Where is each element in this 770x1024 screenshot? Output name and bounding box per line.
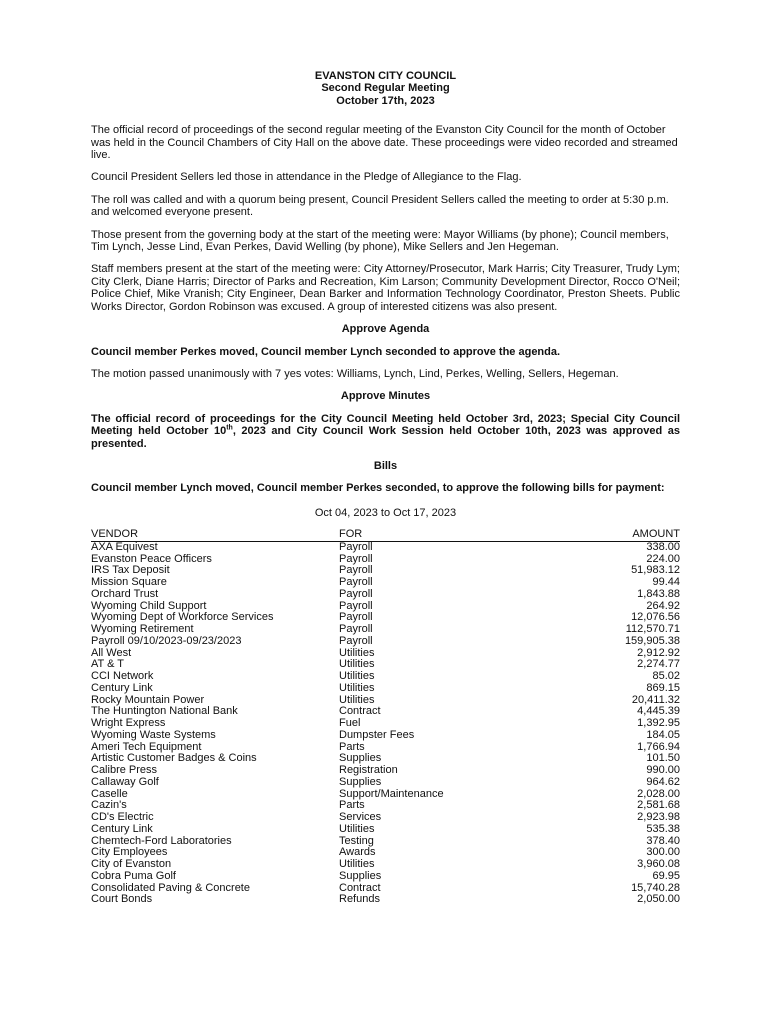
for-cell: Utilities (339, 681, 375, 694)
table-row (91, 577, 680, 589)
table-row (91, 871, 680, 883)
vendor-cell: Wyoming Waste Systems (91, 728, 216, 741)
for-cell: Parts (339, 740, 365, 753)
for-cell: Payroll (339, 552, 373, 565)
for-cell: Utilities (339, 858, 375, 871)
table-row (91, 565, 680, 577)
intro-paragraph: The official record of proceedings of the second regular meeting of the Evanston City Council for the month of October was held in the Council Chambers of City Hall on the above date. These proceedings were video recorded and streamed live. (91, 124, 678, 162)
amount-cell: 4,445.39 (637, 705, 680, 718)
vendor-cell: Century Link (91, 681, 153, 694)
for-cell: Registration (339, 764, 398, 777)
amount-cell: 112,570.71 (625, 623, 680, 636)
council-title: EVANSTON CITY COUNCIL (314, 70, 457, 82)
vendor-cell: Cobra Puma Golf (91, 869, 176, 882)
for-cell: Contract (339, 881, 381, 894)
table-row (91, 800, 680, 812)
for-cell: Payroll (339, 599, 373, 612)
amount-cell: 69.95 (652, 869, 680, 882)
agenda-motion: Council member Perkes moved, Council member Lynch seconded to approve the agenda. (91, 345, 561, 358)
table-row (91, 777, 680, 789)
document-page (91, 70, 680, 906)
for-cell: Payroll (339, 611, 373, 624)
table-row (91, 847, 680, 859)
for-cell: Payroll (339, 576, 373, 589)
bills-table (91, 529, 680, 906)
amount-cell: 224.00 (646, 552, 680, 565)
vendor-column-header: VENDOR (91, 529, 339, 541)
for-cell: Services (339, 811, 382, 824)
vendor-cell: Chemtech-Ford Laboratories (91, 834, 232, 847)
vendor-cell: Artistic Customer Badges & Coins (91, 752, 257, 765)
amount-cell: 2,050.00 (637, 893, 680, 906)
ordinal-suffix: th (226, 424, 233, 432)
table-row (91, 706, 680, 718)
minutes-text-part-2: , 2023 and City Council Work Session held October 10th, 2023 was approved as presented. (91, 425, 680, 450)
for-cell: Utilities (339, 822, 375, 835)
vendor-cell: Caselle (91, 787, 128, 800)
minutes-text-part-1: The official record of proceedings for the City Council Meeting held October 3rd, 2023; Special City Council Meeting held October 10 (91, 412, 680, 438)
amount-cell: 1,766.94 (637, 740, 680, 753)
vendor-cell: Century Link (91, 822, 153, 835)
amount-cell: 101.50 (646, 752, 680, 765)
staff-paragraph: Staff members present at the start of the meeting were: City Attorney/Prosecutor, Mark Harris; City Treasurer, Trudy Lym; City Clerk, Diane Harris; Director of Parks and Recreation, Kim Larson; Community Development Director, Rocco O'Neil; Police Chief, Mike Vranish; City Engineer, Dean Barker and Information Technology Coordinator, Preston Sheets. Public Works Director, Gordon Robinson was excused. A group of interested citizens was also present. (91, 263, 680, 313)
amount-cell: 1,392.95 (637, 717, 680, 730)
amount-cell: 15,740.28 (631, 881, 680, 894)
vendor-cell: City Employees (91, 846, 168, 859)
table-row (91, 789, 680, 801)
amount-cell: 99.44 (652, 576, 680, 589)
amount-cell: 378.40 (646, 834, 680, 847)
amount-cell: 85.02 (652, 670, 680, 683)
vendor-cell: Consolidated Paving & Concrete (91, 881, 250, 894)
amount-cell: 2,581.68 (637, 799, 680, 812)
amount-cell: 159,905.38 (624, 634, 680, 647)
for-cell: Support/Maintenance (339, 787, 444, 800)
amount-cell: 51,983.12 (631, 564, 680, 577)
for-cell: Awards (339, 846, 376, 859)
amount-cell: 2,274.77 (637, 658, 680, 671)
vendor-cell: Wyoming Dept of Workforce Services (91, 611, 274, 624)
table-row (91, 824, 680, 836)
roll-call-paragraph: The roll was called and with a quorum being present, Council President Sellers called the meeting to order at 5:30 p.m. and welcomed everyone present. (91, 193, 669, 219)
table-row (91, 636, 680, 648)
for-cell: Payroll (339, 540, 373, 553)
amount-column-header: AMOUNT (519, 529, 680, 541)
for-column-header: FOR (339, 529, 519, 541)
vendor-cell: Wright Express (91, 717, 166, 730)
minutes-motion (91, 413, 680, 450)
table-row (91, 730, 680, 742)
table-row (91, 671, 680, 683)
for-cell: Payroll (339, 634, 373, 647)
vendor-cell: CCI Network (91, 670, 154, 683)
amount-cell: 2,912.92 (637, 646, 680, 659)
meeting-date: October 17th, 2023 (336, 94, 435, 107)
for-cell: Fuel (339, 717, 361, 730)
bills-table-body (91, 541, 680, 906)
for-cell: Utilities (339, 693, 375, 706)
bills-period: Oct 04, 2023 to Oct 17, 2023 (314, 506, 457, 519)
governing-body-paragraph: Those present from the governing body at the start of the meeting were: Mayor Williams (by phone); Council members, Tim Lynch, Jesse Lind, Evan Perkes, David Welling (by phone), Mike Sellers and Jen Hegeman. (91, 228, 669, 254)
table-row (91, 836, 680, 848)
table-row (91, 589, 680, 601)
for-cell: Payroll (339, 623, 373, 636)
bills-motion: Council member Lynch moved, Council member Perkes seconded, to approve the following bills for payment: (91, 482, 665, 495)
for-cell: Dumpster Fees (339, 728, 415, 741)
vendor-cell: AXA Equivest (91, 540, 158, 553)
vendor-cell: City of Evanston (91, 858, 172, 871)
amount-cell: 264.92 (646, 599, 680, 612)
approve-agenda-heading: Approve Agenda (341, 323, 430, 336)
pledge-paragraph: Council President Sellers led those in attendance in the Pledge of Allegiance to the Flag. (91, 171, 522, 184)
for-cell: Refunds (339, 893, 380, 906)
table-row (91, 541, 680, 553)
meeting-subtitle: Second Regular Meeting (321, 82, 450, 95)
for-cell: Utilities (339, 646, 375, 659)
table-row (91, 859, 680, 871)
vendor-cell: Court Bonds (91, 893, 153, 906)
vendor-cell: Wyoming Child Support (91, 599, 207, 612)
for-cell: Supplies (339, 775, 382, 788)
vendor-cell: IRS Tax Deposit (91, 564, 170, 577)
bills-heading: Bills (373, 459, 398, 472)
for-cell: Payroll (339, 587, 373, 600)
vendor-cell: Calibre Press (91, 764, 158, 777)
table-row (91, 765, 680, 777)
table-row (91, 894, 680, 906)
vendor-cell: Orchard Trust (91, 587, 159, 600)
for-cell: Utilities (339, 670, 375, 683)
bills-table-header (91, 529, 680, 541)
amount-cell: 300.00 (646, 846, 680, 859)
amount-cell: 535.38 (646, 822, 680, 835)
vendor-cell: All West (91, 646, 132, 659)
amount-cell: 2,028.00 (637, 787, 680, 800)
for-cell: Payroll (339, 564, 373, 577)
vendor-cell: Wyoming Retirement (91, 623, 194, 636)
for-cell: Parts (339, 799, 365, 812)
vendor-cell: Mission Square (91, 576, 167, 589)
for-cell: Utilities (339, 658, 375, 671)
vendor-cell: Ameri Tech Equipment (91, 740, 202, 753)
table-row (91, 659, 680, 671)
vendor-cell: The Huntington National Bank (91, 705, 238, 718)
amount-cell: 869.15 (646, 681, 680, 694)
table-row (91, 683, 680, 695)
table-row (91, 812, 680, 824)
vendor-cell: Evanston Peace Officers (91, 552, 212, 565)
table-row (91, 554, 680, 566)
amount-cell: 2,923.98 (637, 811, 680, 824)
vendor-cell: Cazin's (91, 799, 127, 812)
for-cell: Supplies (339, 869, 382, 882)
amount-cell: 20,411.32 (631, 693, 680, 706)
for-cell: Testing (339, 834, 374, 847)
vendor-cell: Rocky Mountain Power (91, 693, 205, 706)
for-cell: Supplies (339, 752, 382, 765)
amount-cell: 12,076.56 (631, 611, 680, 624)
table-row (91, 883, 680, 895)
amount-cell: 184.05 (646, 728, 680, 741)
for-cell: Contract (339, 705, 381, 718)
agenda-vote: The motion passed unanimously with 7 yes votes: Williams, Lynch, Lind, Perkes, Welling, Sellers, Hegeman. (91, 367, 619, 380)
amount-cell: 3,960.08 (637, 858, 680, 871)
vendor-cell: CD's Electric (91, 811, 154, 824)
amount-cell: 964.62 (646, 775, 680, 788)
vendor-cell: Payroll 09/10/2023-09/23/2023 (91, 634, 242, 647)
amount-cell: 990.00 (646, 764, 680, 777)
table-row (91, 648, 680, 660)
amount-cell: 1,843.88 (637, 587, 680, 600)
amount-cell: 338.00 (646, 540, 680, 553)
vendor-cell: AT & T (91, 658, 125, 671)
vendor-cell: Callaway Golf (91, 775, 159, 788)
approve-minutes-heading: Approve Minutes (340, 390, 431, 403)
